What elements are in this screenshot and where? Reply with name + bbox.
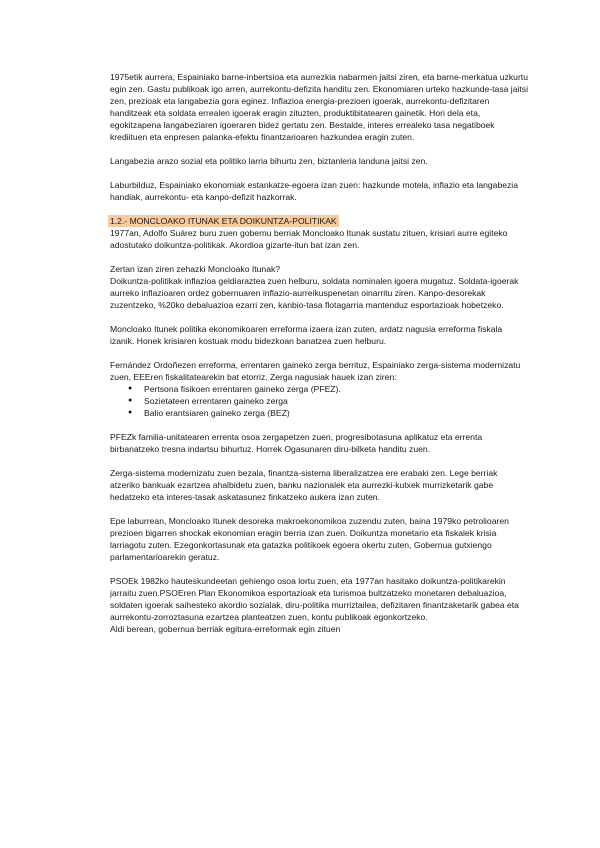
short-term-effects-paragraph: Epe laburrean, Moncloako Itunek desoreka makroekonomikoa zuzendu zuten, baina 1979ko petrolioaren prezioen bigarren shockak ekonomian eragin berria izan zuen. Doikuntza monetario eta fiskalek krisia larriagotu zuten. Ezegonkortasunak eta gatazka politikoek egoera okertu zuten, Gobernua gutxiengo parlamentarioarekin geratuz. xyxy=(110,516,509,562)
tax-list xyxy=(110,383,528,419)
pfez-paragraph: PFEZk familia-unitatearen errenta osoa zergapetzen zuen, progresibotasuna aplikatuz eta errenta birbanatzeko tresna indartsu bihurtuz. Horrek Ogasunaren diru-bilketa handitu zuen. xyxy=(110,432,483,454)
adjustment-policy-paragraph: Doikuntza-politikak inflazioa geldiaraztea zuen helburu, soldata nominalen igoera mugatuz. Soldata-igoerak aurreko inflazioaren ordez gobernuaren inflazio-aurreikuspenetan oinarritu ziren. Kanpo-desorekak zuzentzeko, %20ko debaluazioa ezarri zen, kanbio-tasa flotagarria mantenduz esportazioak hobetzeko. xyxy=(110,276,519,310)
list-item: ● Balio erantsiaren gaineko zerga (BEZ) xyxy=(144,407,528,419)
list-item: ● Sozietateen errentaren gaineko zerga xyxy=(144,395,528,407)
list-item: ● Pertsona fisikoen errentaren gaineko zerga (PFEZ). xyxy=(144,383,528,395)
unemployment-paragraph: Langabezia arazo sozial eta politiko larria bihurtu zen, biztanleria landuna jaitsi zen. xyxy=(110,156,428,166)
section-heading-wrapper xyxy=(110,215,528,227)
page-content xyxy=(110,71,528,635)
financial-liberalization-paragraph: Zerga-sistema modernizatu zuen bezala, finantza-sistema liberalizatzea ere erabaki zen. Lege berriak atzeriko bankuak ezartzea ahalbidetu zuen, banku nazionalek eta aurrezki-kutxek murrizketarik gabe hedatzeko eta interes-tasak askatasunez finkatzeko aukera izan zuten. xyxy=(110,468,498,502)
moncloa-intro-paragraph: 1977an, Adolfo Suárez buru zuen gobernu berriak Moncloako Itunak sustatu zituen, krisiari aurre egiteko adostutako doikuntza-politikak. Akordioa gizarte-itun bat izan zen. xyxy=(110,228,508,250)
section-heading: 1.2.- MONCLOAKO ITUNAK ETA DOIKUNTZA-POLITIKAK xyxy=(110,216,337,226)
intro-paragraph: 1975etik aurrera, Espainiako barne-inbertsioa eta aurrezkia nabarmen jaitsi ziren, eta barne-merkatua uzkurtu egin zen. Gastu publikoak igo arren, aurrekontu-defizita handitu zen. Ekonomiaren urteko hazkunde-tasa jaitsi zen, prezioak eta langabezia gora eginez. Inflazioa energia-prezioen igoerak, aurrekontu-defizitaren handitzeak eta soldata errealen igoerak eragin zituzten, produktibitatearen gainetik. Hori dela eta, egokitzapena langabeziaren igoeraren bidez gertatu zen. Bestalde, interes errealeko tasa negatiboek krediituen eta enpresen palanka-efektu finantzarioaren hazkundea eragin zuten. xyxy=(110,72,528,142)
summary-paragraph: Laburbilduz, Espainiako ekonomiak estankatze-egoera izan zuen: hazkunde motela, inflazio eta langabezia handiak, aurrekontu- eta kanpo-defizit hazkorrak. xyxy=(110,180,518,202)
psoe-paragraph: PSOEk 1982ko hauteskundeetan gehiengo osoa lortu zuen, eta 1977an hasitako doikuntza-politikarekin jarraitu zuen.PSOEren Plan Ekonomikoa esportazioak eta turismoa bultzatzeko monetaren debaluazioa, soldaten igoerak saihesteko akordio sozialak, diru-politika murriztailea, defizitaren finantzaketarik gabea eta aurrekontu-zorroztasuna ezartzea planteatzen zuen, kontu publikoak egonkortzeko. xyxy=(110,576,519,622)
structural-reform-line: Aldi berean, gobernua berriak egitura-erreformak egin zituen xyxy=(110,624,341,634)
tax-reform-paragraph: Fernández Ordoñezen erreforma, errentaren gaineko zerga berrituz, Espainiako zerga-sistema modernizatu zuen, EEEren fiskalitatearekin bat etorriz. Zerga nagusiak hauek izan ziren: xyxy=(110,360,521,382)
reform-paragraph: Moncloako Itunek politika ekonomikoaren erreforma izaera izan zuten, ardatz nagusia erreforma fiskala izanik. Honek krisiaren kostuak modu bidezkoan banatzea zuen helburu. xyxy=(110,324,503,346)
question-line: Zertan izan ziren zehazki Moncloako Itunak? xyxy=(110,264,281,274)
